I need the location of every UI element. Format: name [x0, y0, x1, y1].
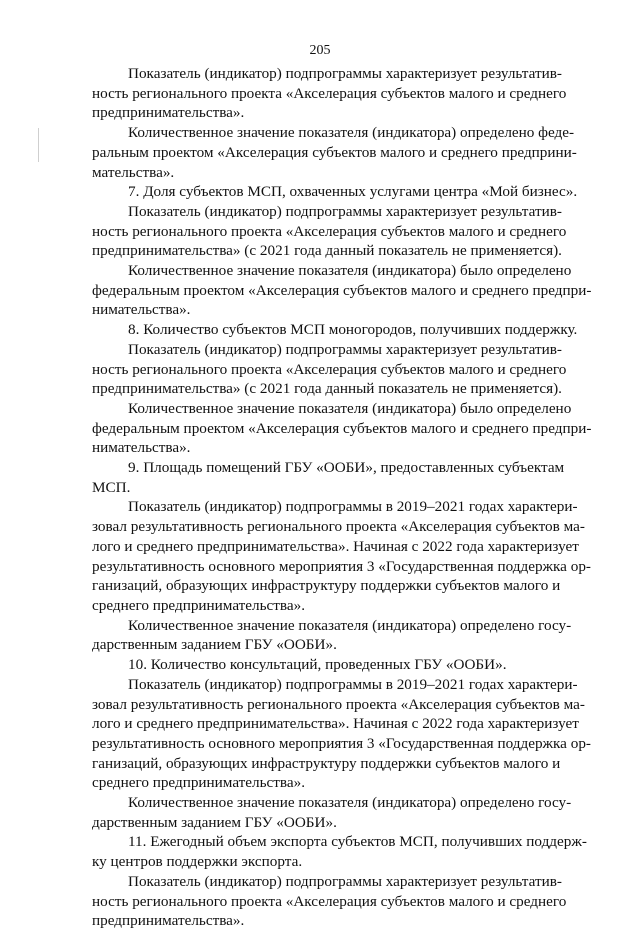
paragraph: Количественное значение показателя (индикатора) определено госу- дарственным заданием ГБУ «ООБИ».	[92, 616, 572, 654]
paragraph: Количественное значение показателя (индикатора) определено феде- ральным проектом «Акселерация субъектов малого и среднего предприни- мательства».	[92, 124, 577, 181]
paragraph: Показатель (индикатор) подпрограммы характеризует результатив- ность регионального проекта «Акселерация субъектов малого и среднего предпринимательства» (с 2021 года данный показатель не применяется).	[92, 340, 567, 398]
paragraph: Количественное значение показателя (индикатора) было определено федеральным проектом «Акселерация субъектов малого и среднего предпри- нимательства».	[92, 399, 592, 457]
page-number: 205	[309, 43, 331, 58]
section-heading-8: 8. Количество субъектов МСП моногородов, получивших поддержку.	[128, 321, 578, 339]
paragraph: Количественное значение показателя (индикатора) определено госу- дарственным заданием ГБУ «ООБИ».	[92, 794, 572, 831]
paragraph: Количественное значение показателя (индикатора) было определено федеральным проектом «Акселерация субъектов малого и среднего предпри- нимательства».	[92, 262, 592, 319]
document-body	[92, 64, 607, 931]
paragraph: Показатель (индикатор) подпрограммы в 2019–2021 годах характери- зовал результативность регионального проекта «Акселерация субъектов ма- лого и среднего предпринимательства». Начиная с 2022 года характеризует результативность основного мероприятия 3 «Государственная поддержка ор- ганизаций, образующих инфраструктуру поддержки субъектов малого и среднего предпринимательства».	[92, 498, 591, 614]
section-heading-11: 11. Ежегодный объем экспорта субъектов МСП, получивших поддерж- ку центров поддержки экспорта.	[92, 833, 587, 871]
margin-line	[38, 128, 39, 162]
section-heading-7: 7. Доля субъектов МСП, охваченных услугами центра «Мой бизнес».	[128, 183, 578, 201]
paragraph: Показатель (индикатор) подпрограммы в 2019–2021 годах характери- зовал результативность регионального проекта «Акселерация субъектов ма- лого и среднего предпринимательства». Начиная с 2022 года характеризует результативность основного мероприятия 3 «Государственная поддержка ор- ганизаций, образующих инфраструктуру поддержки субъектов малого и среднего предпринимательства».	[92, 675, 591, 792]
paragraph: Показатель (индикатор) подпрограммы характеризует результатив- ность регионального проекта «Акселерация субъектов малого и среднего предпринимательства» (с 2021 года данный показатель не применяется).	[92, 202, 567, 260]
paragraph: Показатель (индикатор) подпрограммы характеризует результатив- ность регионального проекта «Акселерация субъектов малого и среднего предпринимательства».	[92, 872, 567, 930]
paragraph: Показатель (индикатор) подпрограммы характеризует результатив- ность регионального проекта «Акселерация субъектов малого и среднего предпринимательства».	[92, 65, 567, 122]
section-heading-10: 10. Количество консультаций, проведенных ГБУ «ООБИ».	[128, 656, 507, 674]
section-heading-9: 9. Площадь помещений ГБУ «ООБИ», предоставленных субъектам МСП.	[92, 459, 565, 496]
